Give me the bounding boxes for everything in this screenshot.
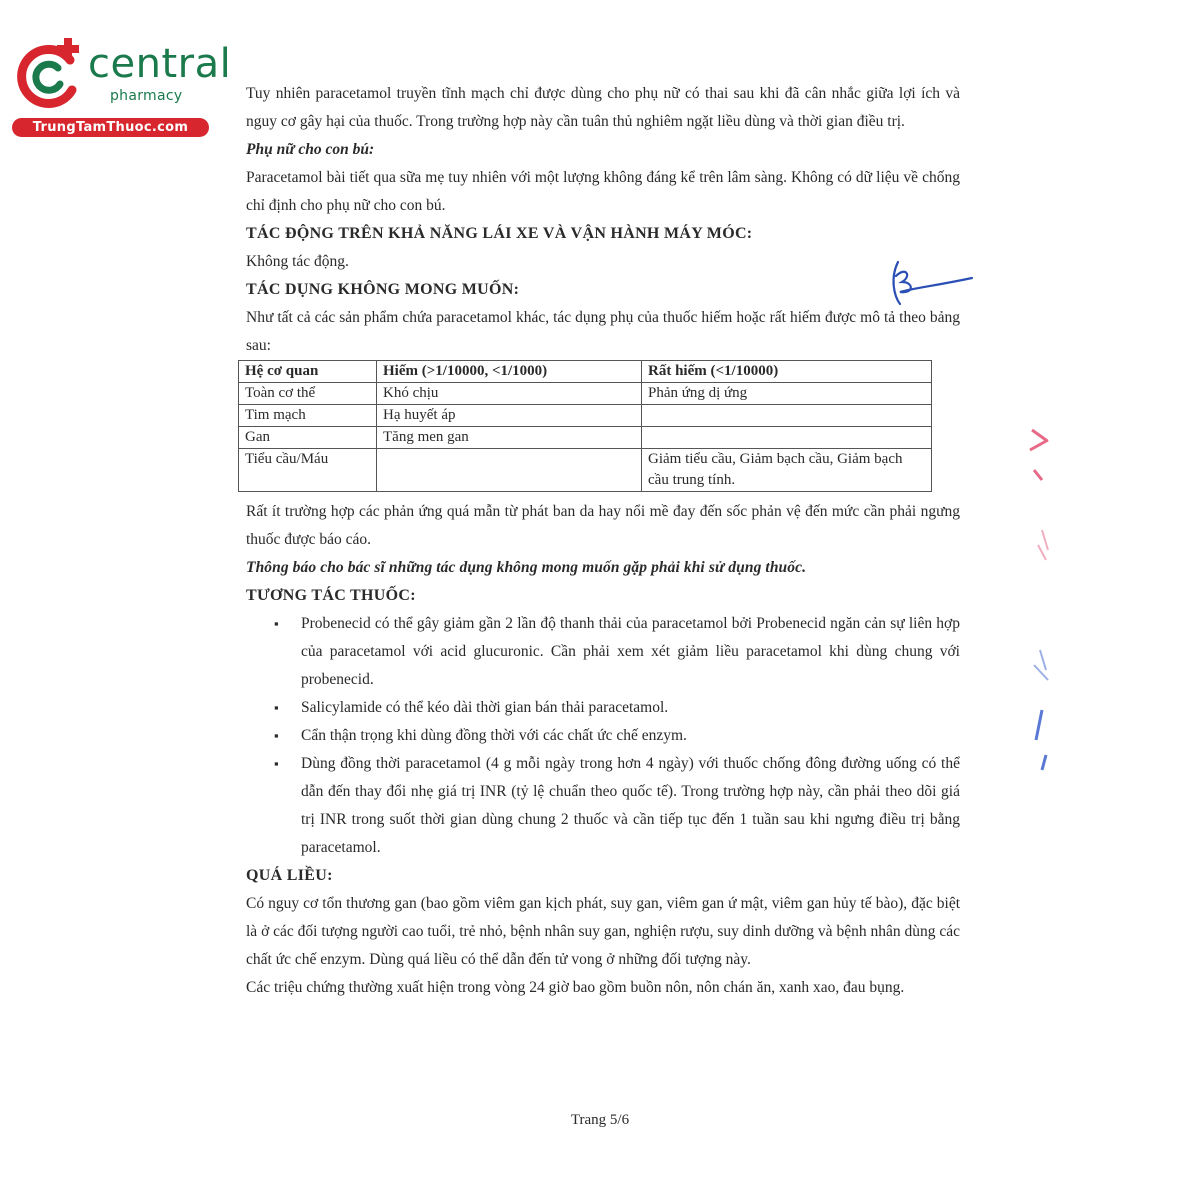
brand-logo (12, 38, 232, 138)
table-header-cell: Rất hiếm (<1/10000) (642, 361, 932, 383)
table-cell: Tiểu cầu/Máu (239, 449, 377, 492)
table-cell (377, 449, 642, 492)
table-cell: Hạ huyết áp (377, 405, 642, 427)
table-cell: Phản ứng dị ứng (642, 383, 932, 405)
table-cell: Gan (239, 427, 377, 449)
table-cell (642, 405, 932, 427)
table-header-cell: Hiếm (>1/10000, <1/1000) (377, 361, 642, 383)
page-number: Trang 5/6 (570, 1112, 630, 1128)
heading-overdose: QUÁ LIỀU: (246, 867, 333, 884)
pharmacy-cross-icon (12, 38, 88, 116)
adverse-effects-table (238, 360, 932, 492)
list-item: ▪ Cẩn thận trọng khi dùng đồng thời với các chất ức chế enzym. (301, 722, 960, 750)
table-header-cell: Hệ cơ quan (239, 361, 377, 383)
table-header-row (239, 361, 932, 383)
table-cell: Khó chịu (377, 383, 642, 405)
list-item: ▪ Probenecid có thể gây giảm gần 2 lần độ thanh thải của paracetamol bởi Probenecid ngăn cản sự liên hợp của paracetamol với acid glucuronic. Cần phải xem xét giảm liều paracetamol khi dùng chung với probenecid. (301, 610, 960, 694)
table-cell: Tăng men gan (377, 427, 642, 449)
table-row (239, 405, 932, 427)
table-cell (642, 427, 932, 449)
table-row (239, 427, 932, 449)
paragraph-overdose-symptoms: Các triệu chứng thường xuất hiện trong vòng 24 giờ bao gồm buồn nôn, nôn chán ăn, xanh xao, đau bụng. (246, 979, 905, 996)
brand-website-badge[interactable]: TrungTamThuoc.com (12, 118, 209, 137)
heading-driving: TÁC ĐỘNG TRÊN KHẢ NĂNG LÁI XE VÀ VẬN HÀNH MÁY MÓC: (246, 225, 753, 242)
table-cell: Tim mạch (239, 405, 377, 427)
subheading-breastfeeding: Phụ nữ cho con bú: (246, 141, 375, 158)
notice-report-doctor: Thông báo cho bác sĩ những tác dụng không mong muốn gặp phải khi sử dụng thuốc. (246, 559, 807, 576)
document-body (246, 80, 960, 1002)
interactions-list (246, 610, 960, 862)
table-row (239, 449, 932, 492)
paragraph-rare-reactions: Rất ít trường hợp các phản ứng quá mẫn từ phát ban da hay nổi mề đay đến sốc phản vệ đến mức cần phải ngưng thuốc được báo cáo. (246, 503, 960, 548)
paragraph-adverse-effects: Như tất cả các sản phẩm chứa paracetamol khác, tác dụng phụ của thuốc hiếm hoặc rất hiếm được mô tả theo bảng sau: (246, 309, 960, 354)
heading-adverse-effects: TÁC DỤNG KHÔNG MONG MUỐN: (246, 281, 520, 298)
table-row (239, 383, 932, 405)
list-item: ▪ Salicylamide có thể kéo dài thời gian bán thải paracetamol. (301, 694, 960, 722)
paragraph-driving: Không tác động. (246, 253, 349, 270)
paragraph-pregnancy-iv: Tuy nhiên paracetamol truyền tĩnh mạch chỉ được dùng cho phụ nữ có thai sau khi đã cân nhắc giữa lợi ích và nguy cơ gây hại của thuốc. Trong trường hợp này cần tuân thủ nghiêm ngặt liều dùng và thời gian điều trị. (246, 85, 960, 130)
paragraph-breastfeeding: Paracetamol bài tiết qua sữa mẹ tuy nhiên với một lượng không đáng kể trên lâm sàng. Không có dữ liệu về chống chỉ định cho phụ nữ cho con bú. (246, 169, 960, 214)
brand-name: central (88, 41, 232, 87)
paragraph-overdose-risk: Có nguy cơ tổn thương gan (bao gồm viêm gan kịch phát, suy gan, viêm gan ứ mật, viêm gan hủy tế bào), đặc biệt là ở các đối tượng người cao tuổi, trẻ nhỏ, bệnh nhân suy gan, nghiện rượu, suy dinh dưỡng và bệnh nhân dùng các chất ức chế enzym. Dùng quá liều có thể dẫn đến tử vong ở những đối tượng này. (246, 895, 960, 968)
table-cell: Giảm tiểu cầu, Giảm bạch cầu, Giảm bạch cầu trung tính. (642, 449, 932, 492)
table-cell: Toàn cơ thể (239, 383, 377, 405)
brand-subtitle: pharmacy (110, 88, 183, 104)
heading-interactions: TƯƠNG TÁC THUỐC: (246, 587, 416, 604)
list-item: ▪ Dùng đồng thời paracetamol (4 g mỗi ngày trong hơn 4 ngày) với thuốc chống đông đường uống có thể dẫn đến thay đổi nhẹ giá trị INR (tỷ lệ chuẩn theo quốc tế). Trong trường hợp này, cần phải theo dõi giá trị INR trong suốt thời gian dùng chung 2 thuốc và cần tiếp tục đến 1 tuần sau khi ngưng điều trị bằng paracetamol. (301, 750, 960, 862)
stamp-icon (1012, 410, 1052, 780)
